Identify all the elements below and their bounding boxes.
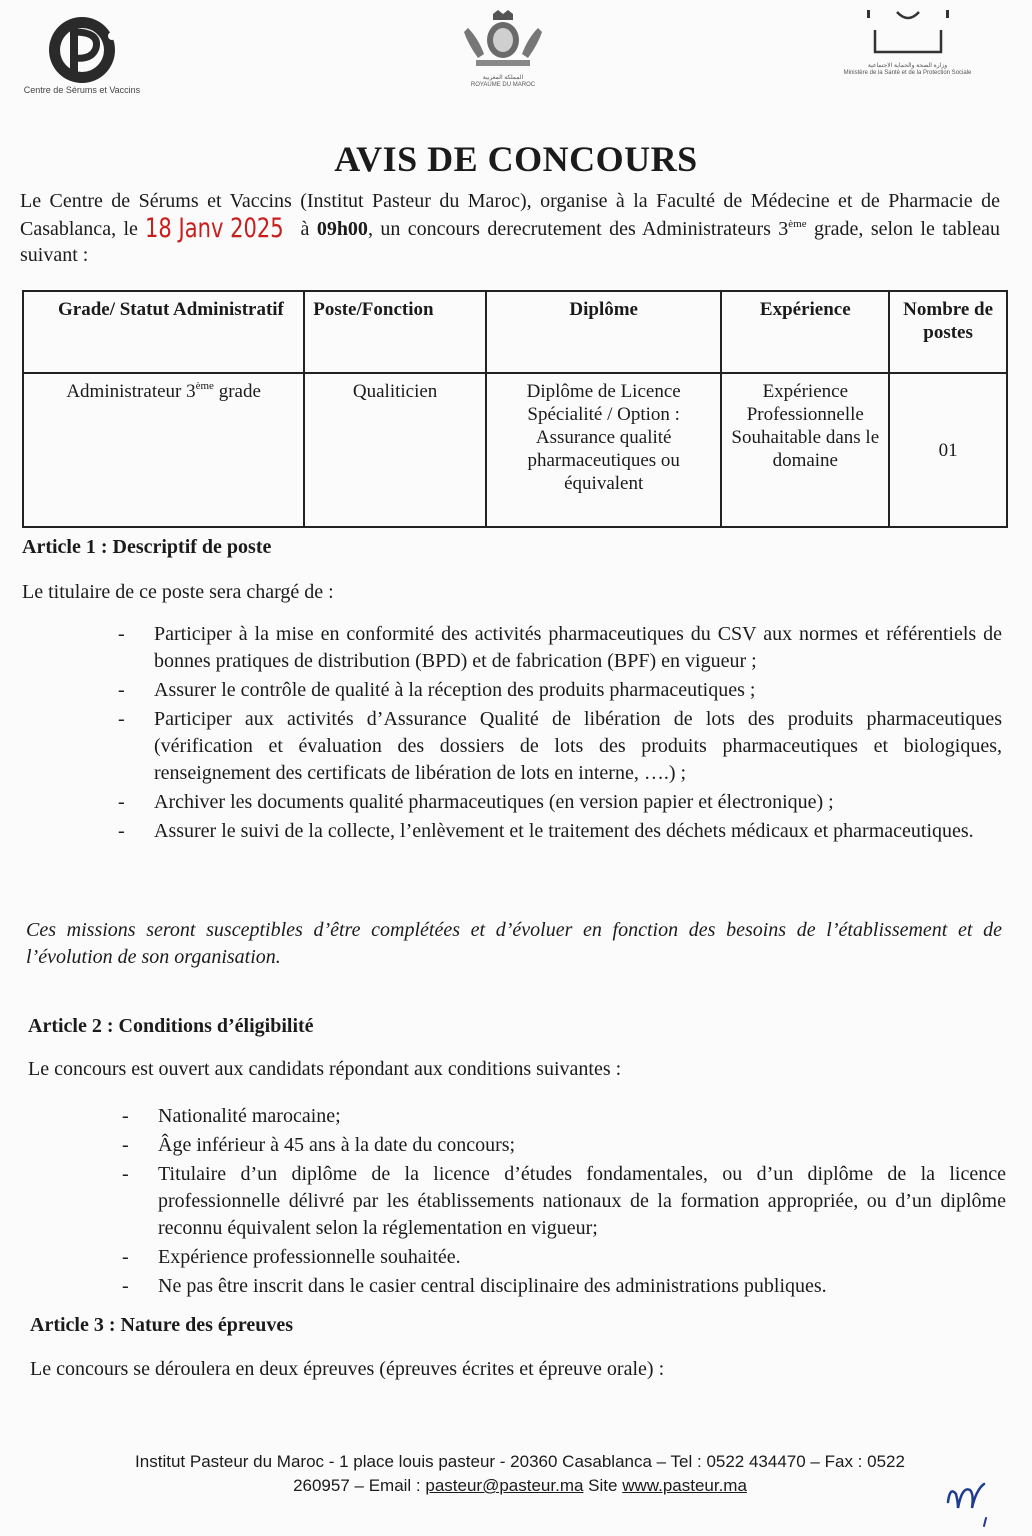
article3-title: Article 3 : Nature des épreuves [30, 1314, 294, 1336]
center-logo-caption-ar: المملكة المغربية [482, 75, 524, 81]
grade-superscript: ème [195, 380, 214, 392]
article1-list [118, 621, 1002, 847]
list-item [118, 621, 1002, 675]
bullet: - [118, 791, 125, 813]
cell-nombre: 01 [889, 373, 1007, 527]
bullet: - [122, 1105, 129, 1127]
cell-poste: Qualiticien [304, 373, 486, 527]
article2-title: Article 2 : Conditions d’éligibilité [28, 1015, 314, 1037]
header-nombre: Nombre de postes [889, 291, 1007, 373]
cell-grade [23, 373, 304, 527]
list-item [118, 789, 1002, 816]
grade-suffix: grade [213, 381, 261, 402]
handwritten-date: 18 Janv 2025 [145, 213, 285, 244]
intro-text-2: , un concours derecrutement des Administrateurs 3 [367, 218, 789, 240]
article1-lead: Le titulaire de ce poste sera chargé de : [22, 581, 334, 603]
signature-initials [940, 1468, 1000, 1528]
footer-line-2 [90, 1474, 950, 1498]
bullet: - [118, 708, 125, 730]
table-header-row [23, 291, 1007, 373]
intro-superscript: ème [788, 218, 807, 230]
list-item-text: Âge inférieur à 45 ans à la date du concours; [158, 1134, 516, 1156]
coat-of-arms-icon [458, 8, 548, 70]
intro-time: 09h00 [316, 218, 368, 240]
header-grade: Grade/ Statut Administratif [23, 291, 304, 373]
list-item-text: Titulaire d’un diplôme de la licence d’études fondamentales, ou d’un diplôme de la licence professionnelle délivré par les établissements nationaux de la formation appropriée, ou d’un diplôme reconnu équivalent selon la réglementation en vigueur; [158, 1163, 1006, 1239]
cell-diplome: Diplôme de Licence Spécialité / Option : Assurance qualité pharmaceutiques ou équivalent [486, 373, 721, 527]
article3-lead: Le concours se déroulera en deux épreuves (épreuves écrites et épreuve orale) : [30, 1358, 665, 1380]
list-item [122, 1273, 1006, 1300]
ministry-logo [840, 6, 975, 98]
bullet: - [122, 1163, 129, 1185]
intro-text-1: Le Centre de Sérums et Vaccins (Institut Pasteur du Maroc), organise à la Faculté de Médecine et de Pharmacie de Casablanca, le [20, 190, 1000, 240]
grade-text: Administrateur 3 [66, 381, 196, 402]
bullet: - [122, 1246, 129, 1268]
list-item-text: Expérience professionnelle souhaitée. [158, 1246, 461, 1268]
table-row [23, 373, 1007, 527]
list-item [122, 1103, 1006, 1130]
list-item [122, 1132, 1006, 1159]
ministry-emblem-icon [863, 6, 953, 58]
csv-logo [22, 14, 142, 106]
list-item [122, 1244, 1006, 1271]
list-item-text: Archiver les documents qualité pharmaceutiques (en version papier et électronique) ; [154, 791, 834, 813]
intro-time-prefix: à [293, 218, 317, 240]
footer-site-link[interactable]: www.pasteur.ma [622, 1476, 747, 1495]
bullet: - [118, 820, 125, 842]
footer-email-link[interactable]: pasteur@pasteur.ma [425, 1476, 584, 1495]
ministry-caption-ar: وزارة الصحة والحماية الاجتماعية [867, 63, 948, 69]
list-item-text: Participer à la mise en conformité des activités pharmaceutiques du CSV aux normes et référentiels de bonnes pratiques de distribution (BPD) et de fabrication (BPF) en vigueur ; [154, 623, 1002, 672]
article2-lead: Le concours est ouvert aux candidats répondant aux conditions suivantes : [28, 1058, 622, 1080]
list-item [118, 677, 1002, 704]
bullet: - [122, 1134, 129, 1156]
header-experience: Expérience [721, 291, 889, 373]
bullet: - [118, 679, 125, 701]
article1-note: Ces missions seront susceptibles d’être complétées et d’évoluer en fonction des besoins de l’établissement et de l’évolution de son organisation. [26, 919, 1002, 968]
positions-table [22, 290, 1008, 528]
cell-experience: Expérience Professionnelle Souhaitable dans le domaine [721, 373, 889, 527]
footer-line-1: Institut Pasteur du Maroc - 1 place louis pasteur - 20360 Casablanca – Tel : 0522 434470 – Fax : 0522 [135, 1452, 905, 1471]
list-item [118, 706, 1002, 787]
list-item [122, 1161, 1006, 1242]
center-logo-caption-fr: ROYAUME DU MAROC [470, 82, 536, 88]
list-item-text: Nationalité marocaine; [158, 1105, 341, 1127]
bullet: - [118, 623, 125, 645]
list-item-text: Ne pas être inscrit dans le casier central disciplinaire des administrations publiques. [158, 1275, 827, 1297]
header-poste: Poste/Fonction [304, 291, 486, 373]
article1-title: Article 1 : Descriptif de poste [22, 536, 272, 558]
csv-logo-caption: Centre de Sérums et Vaccins [23, 85, 141, 95]
list-item-text: Participer aux activités d’Assurance Qualité de libération de lots des produits pharmaceutiques (vérification et évaluation des dossiers de lots des produits pharmaceutiques et biologiques, renseignement des certificats de libération de lots en interne, ….) ; [154, 708, 1002, 784]
list-item-text: Assurer le suivi de la collecte, l’enlèvement et le traitement des déchets médicaux et pharmaceutiques. [154, 820, 974, 842]
intro-text-3: grade, selon le tableau suivant : [20, 218, 1001, 266]
ministry-caption-fr: Ministère de la Santé et de la Protection Sociale [843, 70, 972, 76]
footer [90, 1450, 950, 1498]
article2-list [122, 1103, 1006, 1302]
list-item-text: Assurer le contrôle de qualité à la réception des produits pharmaceutiques ; [154, 679, 756, 701]
csv-emblem-icon [34, 14, 130, 86]
intro-paragraph [20, 188, 1000, 268]
page-title: AVIS DE CONCOURS [334, 139, 698, 179]
header-diplome: Diplôme [486, 291, 721, 373]
royal-coat-of-arms [448, 8, 558, 98]
list-item [118, 818, 1002, 845]
footer-email-label: 260957 – Email : [293, 1476, 426, 1495]
footer-site-label: Site [583, 1476, 623, 1495]
bullet: - [122, 1275, 129, 1297]
